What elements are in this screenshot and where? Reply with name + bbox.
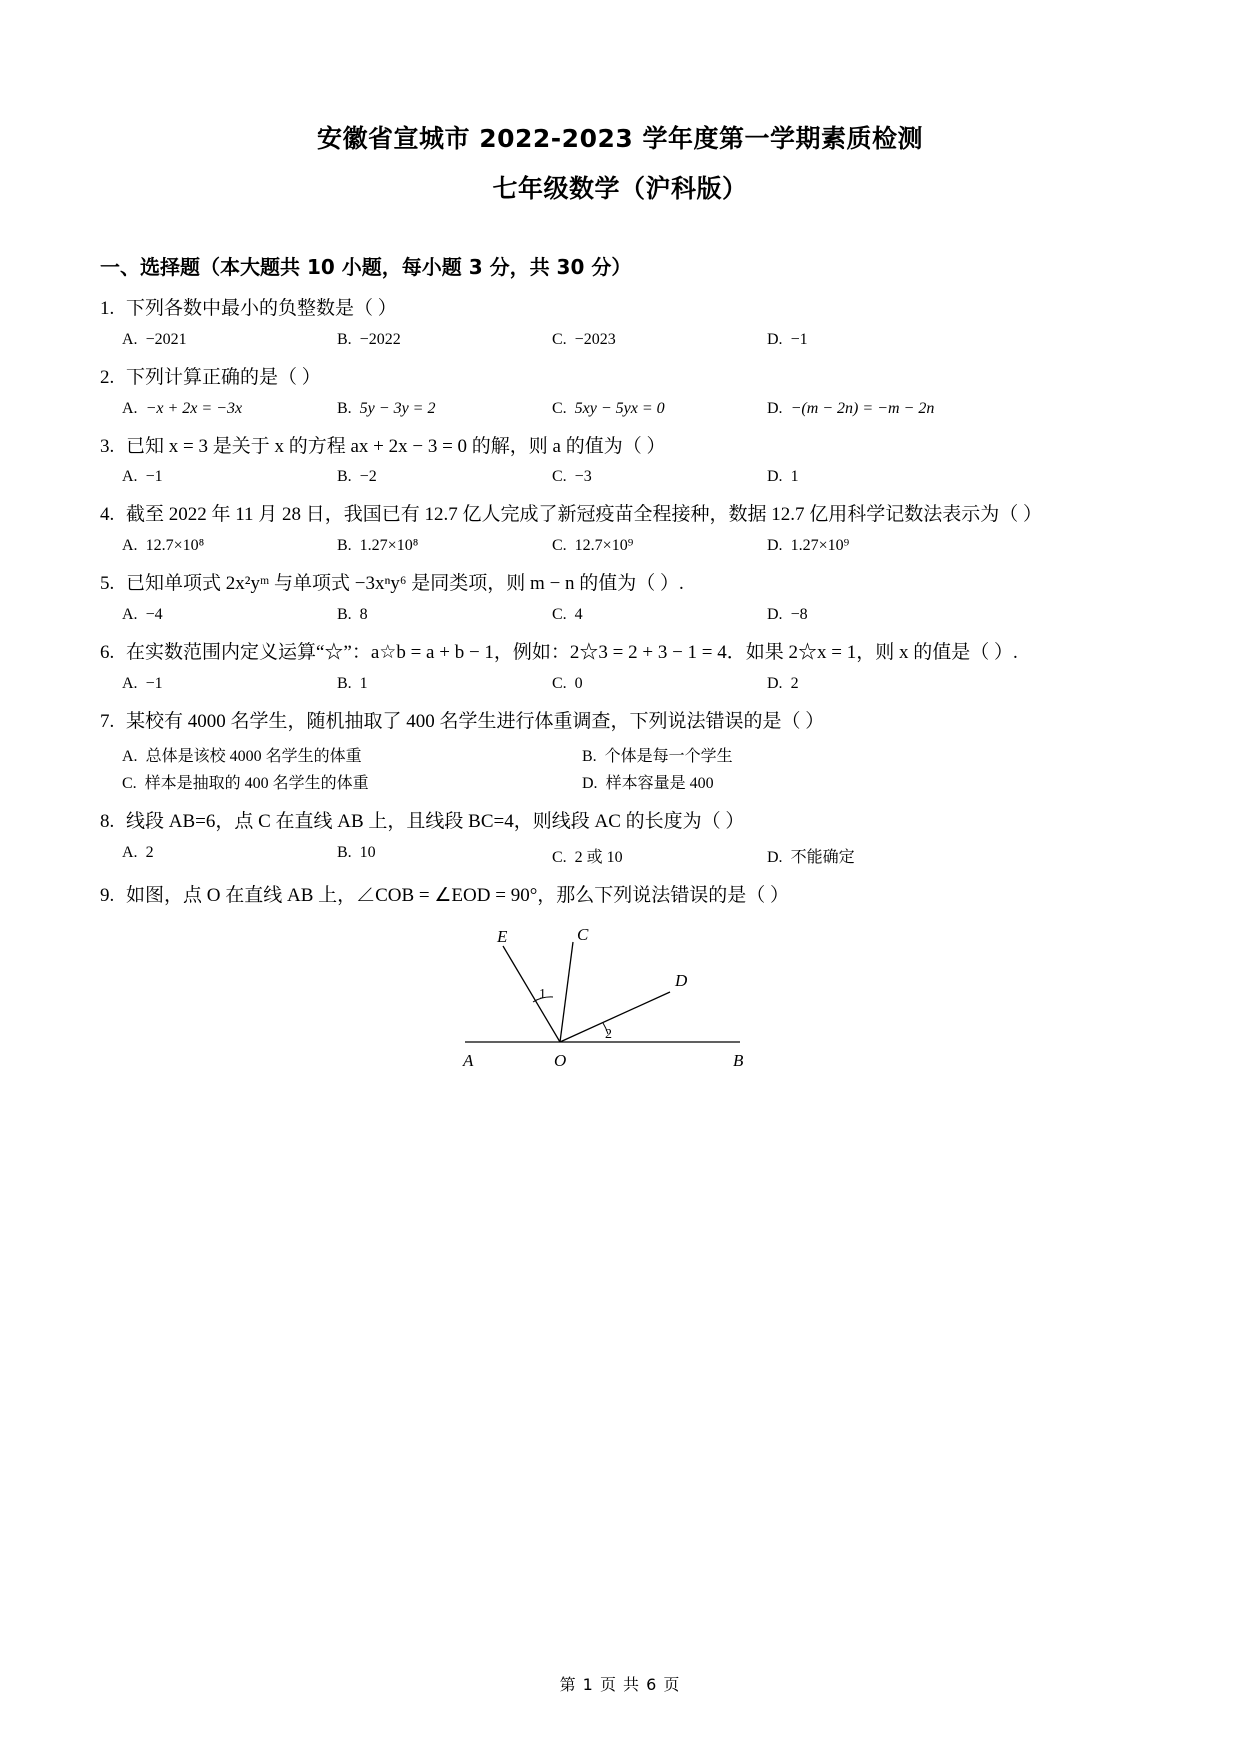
- question-7-text: 某校有 4000 名学生，随机抽取了 400 名学生进行体重调查，下列说法错误的是（ ）: [126, 710, 825, 732]
- question-5-text: 已知单项式 2x²yᵐ 与单项式 −3xⁿy⁶ 是同类项，则 m − n 的值为（ ）.: [126, 573, 684, 595]
- label-O: O: [554, 1050, 567, 1070]
- option-c[interactable]: C. 2 或 10: [552, 849, 623, 867]
- question-4-text: 截至 2022 年 11 月 28 日，我国已有 12.7 亿人完成了新冠疫苗全程接种，数据 12.7 亿用科学记数法表示为（ ）: [126, 504, 1043, 526]
- question-1-text: 下列各数中最小的负整数是（ ）: [126, 298, 397, 319]
- question-6-stem: [100, 638, 1140, 669]
- question-8-stem: [100, 807, 1140, 838]
- option-d[interactable]: D. −1: [767, 330, 808, 348]
- label-B: B: [733, 1050, 744, 1070]
- question-6-number: 6.: [100, 641, 115, 663]
- option-d[interactable]: D. −(m − 2n) = −m − 2n: [767, 399, 935, 417]
- option-a[interactable]: A. −4: [122, 605, 163, 623]
- option-a[interactable]: A. 2: [122, 844, 154, 862]
- question-4-number: 4.: [100, 504, 115, 526]
- question-4-stem: [100, 500, 1140, 531]
- option-c[interactable]: C. −2023: [552, 330, 616, 348]
- option-a[interactable]: A. −1: [122, 468, 163, 486]
- option-c[interactable]: C. 4: [552, 605, 583, 623]
- option-d[interactable]: D. −8: [767, 605, 808, 623]
- option-d[interactable]: D. 不能确定: [767, 849, 855, 867]
- option-a[interactable]: A. 12.7×10⁸: [122, 537, 205, 555]
- label-C: C: [577, 924, 589, 944]
- question-5-options: [100, 606, 1140, 624]
- option-a[interactable]: A. −x + 2x = −3x: [122, 399, 243, 417]
- question-8-text: 线段 AB=6，点 C 在直线 AB 上，且线段 BC=4，则线段 AC 的长度为（ ）: [126, 811, 745, 833]
- question-3-options: [100, 468, 1140, 486]
- option-b[interactable]: B. −2022: [337, 330, 401, 348]
- option-c[interactable]: C. 5xy − 5yx = 0: [552, 399, 665, 417]
- angle-diagram-svg: [455, 924, 785, 1074]
- option-b[interactable]: B. −2: [337, 468, 377, 486]
- title-line-2: 七年级数学（沪科版）: [492, 173, 748, 203]
- option-c[interactable]: C. 12.7×10⁹: [552, 537, 634, 555]
- option-d[interactable]: D. 1.27×10⁹: [767, 537, 850, 555]
- question-3-text: 已知 x = 3 是关于 x 的方程 ax + 2x − 3 = 0 的解，则 a 的值为（ ）: [126, 435, 666, 457]
- question-3-number: 3.: [100, 435, 115, 457]
- question-7-number: 7.: [100, 710, 115, 732]
- question-2-text: 下列计算正确的是（ ）: [126, 366, 321, 388]
- option-c[interactable]: C. 0: [552, 674, 583, 692]
- label-D: D: [675, 970, 688, 990]
- option-c[interactable]: C. −3: [552, 468, 592, 486]
- label-E: E: [497, 926, 508, 946]
- question-2-options: [100, 400, 1140, 418]
- option-a[interactable]: A. −1: [122, 674, 163, 692]
- option-c[interactable]: C. 样本是抽取的 400 名学生的体重: [122, 775, 369, 793]
- question-3-stem: [100, 432, 1140, 463]
- question-1-stem: [100, 294, 1140, 325]
- title-line-1: 安徽省宣城市 2022-2023 学年度第一学期素质检测: [317, 124, 923, 153]
- question-2-number: 2.: [100, 366, 115, 388]
- page-footer: 第 1 页 共 6 页: [559, 1675, 681, 1694]
- question-7-options-row-1: [100, 743, 1140, 766]
- option-d[interactable]: D. 1: [767, 468, 799, 486]
- option-b[interactable]: B. 8: [337, 605, 368, 623]
- option-d[interactable]: D. 2: [767, 674, 799, 692]
- label-angle-2: 2: [605, 1026, 612, 1042]
- option-b[interactable]: B. 个体是每一个学生: [582, 748, 733, 766]
- label-angle-1: 1: [539, 986, 546, 1002]
- question-9-number: 9.: [100, 885, 115, 907]
- question-2-stem: [100, 363, 1140, 394]
- question-1-number: 1.: [100, 298, 115, 319]
- question-7-stem: [100, 707, 1140, 738]
- option-d[interactable]: D. 样本容量是 400: [582, 775, 714, 793]
- question-6-text: 在实数范围内定义运算“☆”：a☆b = a + b − 1，例如：2☆3 = 2 + 3 − 1 = 4．如果 2☆x = 1，则 x 的值是（ ）.: [126, 641, 1018, 663]
- question-8-options: [100, 844, 1140, 867]
- question-5-stem: [100, 569, 1140, 600]
- question-6-options: [100, 675, 1140, 693]
- option-b[interactable]: B. 5y − 3y = 2: [337, 399, 436, 417]
- document-title: [100, 120, 1140, 207]
- geometry-figure: [455, 924, 785, 1074]
- question-9-stem: [100, 881, 1140, 912]
- option-b[interactable]: B. 10: [337, 844, 376, 862]
- question-7-options-row-2: [100, 770, 1140, 793]
- option-b[interactable]: B. 1.27×10⁸: [337, 537, 419, 555]
- option-b[interactable]: B. 1: [337, 674, 368, 692]
- question-5-number: 5.: [100, 573, 115, 595]
- question-8-number: 8.: [100, 811, 115, 833]
- question-4-options: [100, 537, 1140, 555]
- section-heading: 一、选择题（本大题共 10 小题，每小题 3 分，共 30 分）: [100, 255, 632, 279]
- question-1-options: [100, 331, 1140, 349]
- option-a[interactable]: A. 总体是该校 4000 名学生的体重: [122, 748, 362, 766]
- option-a[interactable]: A. −2021: [122, 330, 187, 348]
- question-9-text: 如图，点 O 在直线 AB 上，∠COB = ∠EOD = 90°，那么下列说法错误的是（ ）: [126, 885, 790, 907]
- label-A: A: [463, 1050, 474, 1070]
